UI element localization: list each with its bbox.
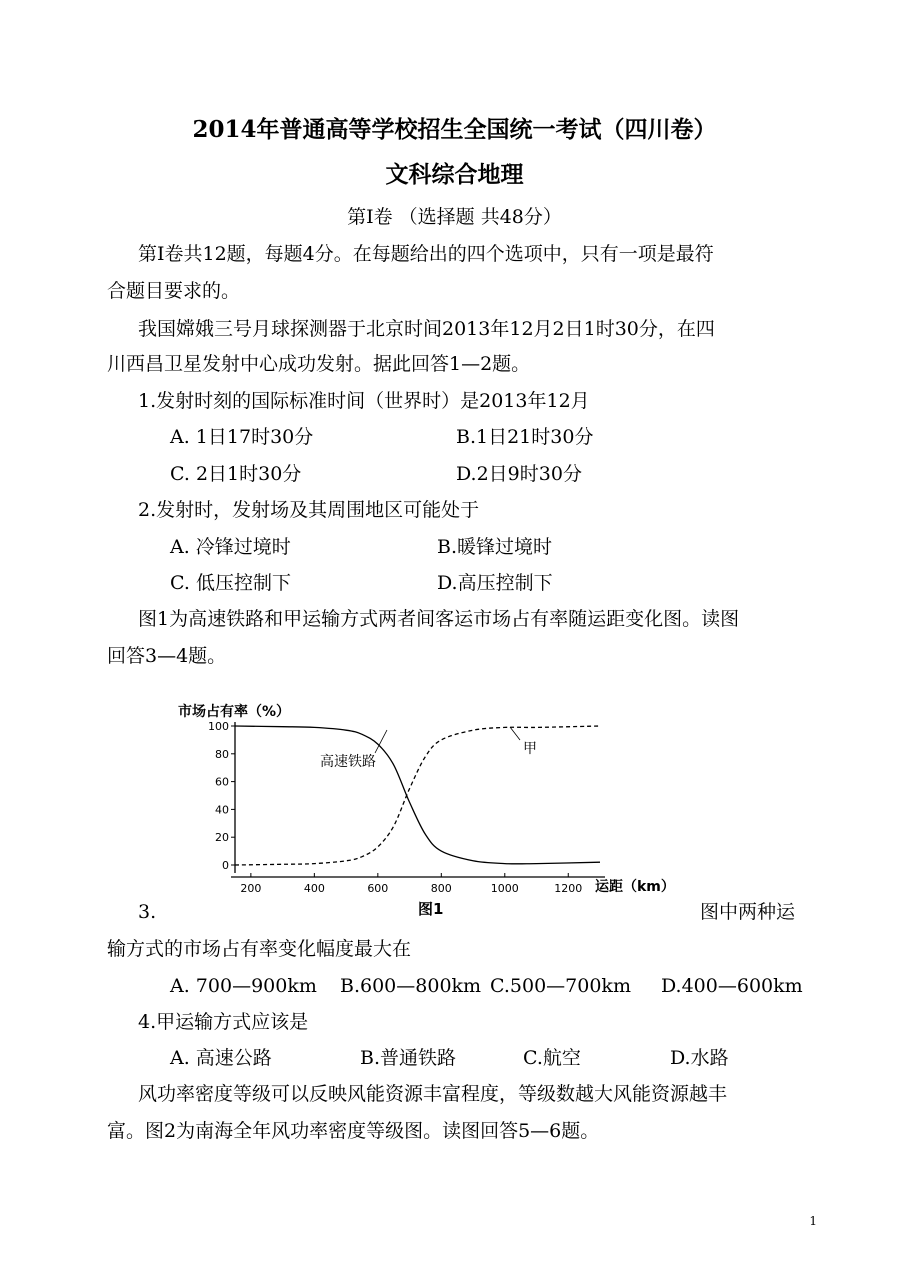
question-3-stem-end: 图中两种运 (700, 901, 796, 923)
q3-option-b: B.600—800km (340, 975, 482, 997)
chart-x-axis-label: 运距（km） (595, 879, 675, 895)
chart-x-tick-label: 800 (430, 882, 452, 895)
chart-y-axis-label: 市场占有率（%） (178, 704, 291, 720)
series-label-high-speed-rail: 高速铁路 (320, 754, 376, 770)
section-header: 第Ⅰ卷 （选择题 共48分） (347, 206, 562, 228)
passage2-line-2: 回答3—4题。 (107, 645, 227, 667)
q2-option-a: A. 冷锋过境时 (170, 536, 291, 558)
exam-title: 2014年普通高等学校招生全国统一考试（四川卷） (192, 116, 717, 143)
q1-option-d: D.2日9时30分 (456, 463, 582, 485)
q4-option-c: C.航空 (523, 1047, 581, 1069)
page-number: 1 (809, 1214, 817, 1228)
exam-subtitle: 文科综合地理 (385, 161, 524, 188)
question-3-number: 3. (138, 901, 157, 923)
series-leader-jia (510, 727, 520, 740)
q2-option-c: C. 低压控制下 (170, 572, 291, 594)
q4-option-b: B.普通铁路 (360, 1047, 457, 1069)
q3-option-a: A. 700—900km (170, 975, 317, 997)
chart-y-tick-label: 60 (215, 775, 229, 789)
q1-option-b: B.1日21时30分 (456, 426, 594, 448)
question-1-stem: 1.发射时刻的国际标准时间（世界时）是2013年12月 (138, 390, 590, 412)
q4-option-a: A. 高速公路 (170, 1047, 272, 1069)
intro-line-2: 合题目要求的。 (107, 280, 241, 302)
q4-option-d: D.水路 (670, 1047, 729, 1069)
series-leader-high-speed-rail (375, 730, 387, 753)
series-label-jia: 甲 (523, 741, 537, 757)
chart-x-tick-label: 200 (240, 882, 262, 895)
chart-x-tick-label: 1000 (490, 882, 519, 895)
question-4-stem: 4.甲运输方式应该是 (138, 1011, 309, 1033)
q3-option-d: D.400—600km (661, 975, 803, 997)
chart-y-tick-label: 80 (215, 747, 229, 761)
passage3-line-1: 风功率密度等级可以反映风能资源丰富程度，等级数越大风能资源越丰 (138, 1083, 728, 1105)
chart-x-tick-label: 1200 (554, 882, 583, 895)
chart-x-tick-label: 600 (367, 882, 389, 895)
question-3-stem-line-2: 输方式的市场占有率变化幅度最大在 (107, 938, 412, 960)
q2-option-b: B.暖锋过境时 (437, 536, 553, 558)
q3-option-c: C.500—700km (490, 975, 631, 997)
chart-y-tick-label: 100 (208, 720, 229, 733)
intro-line-1: 第Ⅰ卷共12题，每题4分。在每题给出的四个选项中，只有一项是最符 (138, 243, 714, 265)
passage3-line-2: 富。图2为南海全年风功率密度等级图。读图回答5—6题。 (107, 1120, 600, 1142)
chart-y-tick-label: 40 (215, 803, 229, 817)
q2-option-d: D.高压控制下 (437, 572, 553, 594)
chart-y-tick-label: 0 (222, 859, 229, 872)
passage1-line-2: 川西昌卫星发射中心成功发射。据此回答1—2题。 (107, 353, 531, 375)
chart-x-tick-label: 400 (303, 882, 325, 895)
passage1-line-1: 我国嫦娥三号月球探测器于北京时间2013年12月2日1时30分，在四 (138, 318, 715, 340)
figure-1-chart (175, 698, 695, 918)
passage2-line-1: 图1为高速铁路和甲运输方式两者间客运市场占有率随运距变化图。读图 (138, 608, 740, 630)
q1-option-a: A. 1日17时30分 (170, 426, 314, 448)
chart-caption: 图1 (418, 900, 444, 918)
series-line-high-speed-rail (235, 726, 600, 864)
question-2-stem: 2.发射时，发射场及其周围地区可能处于 (138, 499, 480, 521)
series-line-jia (235, 726, 600, 865)
q1-option-c: C. 2日1时30分 (170, 463, 302, 485)
chart-y-tick-label: 20 (215, 831, 229, 845)
